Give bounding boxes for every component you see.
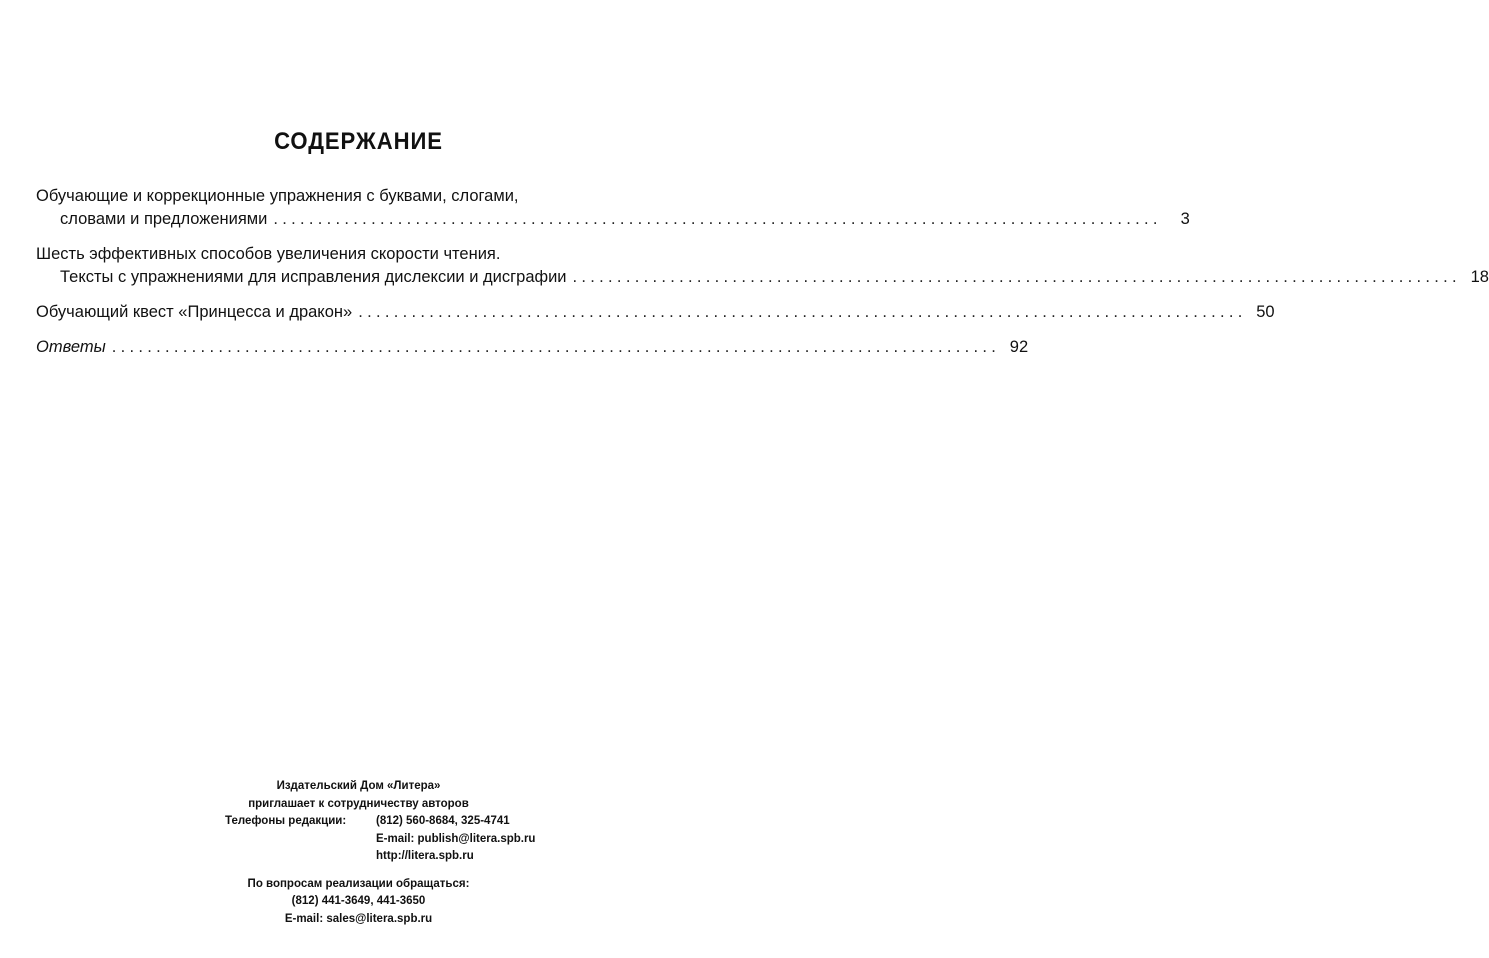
page-title: СОДЕРЖАНИЕ — [274, 128, 443, 155]
dot-leader: .................................................................................................... — [358, 303, 1247, 321]
sales-email[interactable]: E-mail: sales@litera.spb.ru — [284, 912, 433, 925]
table-of-contents — [36, 185, 1489, 371]
toc-entry-title-line-1: Обучающие и коррекционные упражнения с буквами, слогами, — [36, 187, 519, 205]
toc-entry-title-line-1: Шесть эффективных способов увеличения скорости чтения. — [36, 245, 501, 263]
toc-entry-title: Ответы — [36, 338, 106, 356]
sales-phones: (812) 441-3649, 441-3650 — [291, 895, 426, 907]
toc-entry-title: Обучающий квест «Принцесса и дракон» — [36, 303, 353, 321]
publisher-invite: приглашает к сотрудничеству авторов — [248, 797, 469, 810]
toc-entry-title-line-2: словами и предложениями — [60, 210, 268, 228]
editorial-email[interactable]: E-mail: publish@litera.spb.ru — [376, 832, 536, 845]
toc-page-number: 50 — [1256, 303, 1275, 321]
toc-entry[interactable] — [36, 243, 1489, 289]
toc-entry-title-line-2: Тексты с упражнениями для исправления дислексии и дисграфии — [60, 268, 567, 286]
editorial-phones: (812) 560-8684, 325-4741 — [376, 815, 510, 827]
toc-entry[interactable] — [36, 301, 1275, 324]
toc-page-number: 92 — [1009, 338, 1029, 356]
publisher-info — [0, 778, 717, 928]
sales-heading: По вопросам реализации обращаться: — [247, 877, 470, 890]
website-link[interactable]: http://litera.spb.ru — [376, 850, 474, 862]
dot-leader: .................................................................................................... — [111, 338, 1001, 356]
toc-page-number: 18 — [1470, 268, 1489, 286]
toc-entry[interactable] — [36, 185, 1190, 231]
publisher-name: Издательский Дом «Литера» — [276, 780, 441, 792]
toc-page-number: 3 — [1180, 210, 1190, 228]
dot-leader: .................................................................................................... — [572, 268, 1461, 286]
dot-leader: .................................................................................................... — [273, 210, 1162, 228]
toc-entry[interactable] — [36, 336, 1029, 359]
phones-label: Телефоны редакции: — [225, 815, 347, 827]
